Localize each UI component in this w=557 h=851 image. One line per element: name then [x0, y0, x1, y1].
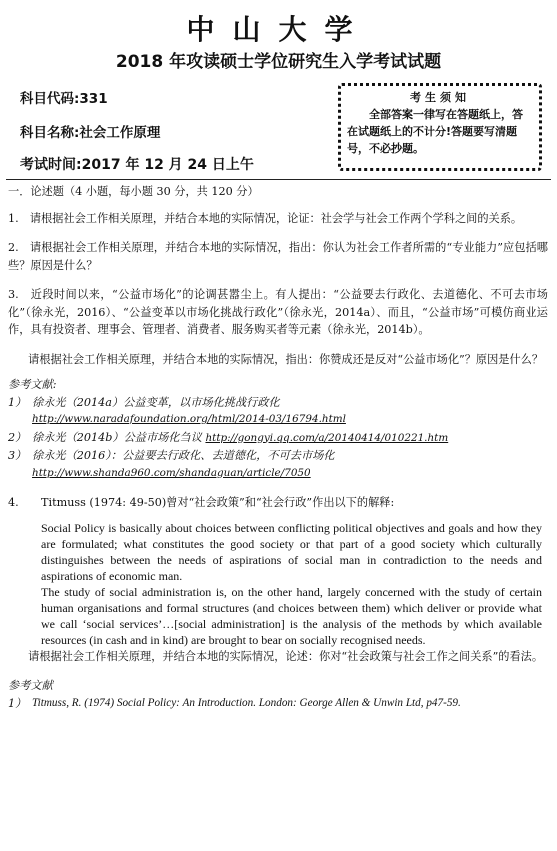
- candidate-notice-box: [338, 83, 542, 171]
- reference-link[interactable]: http://www.naradafoundation.org/html/2014-03/16794.html: [32, 413, 346, 425]
- subject-code-line: [20, 87, 108, 107]
- header-divider: [6, 179, 551, 180]
- question-3-prompt: 请根据社会工作相关原理，并结合本地的实际情况，指出：你赞成还是反对“公益市场化”？原因是什么？: [28, 352, 544, 366]
- reference-link[interactable]: http://www.shanda960.com/shandaguan/article/7050: [32, 466, 311, 479]
- question-2: 2. 请根据社会工作相关原理，并结合本地的实际情况，指出：你认为社会工作者所需的“专业能力”应包括哪些？原因是什么？: [8, 241, 548, 272]
- notice-title: 考生须知: [410, 91, 470, 104]
- reference-item: [8, 695, 548, 713]
- references-heading: 参考文献: [8, 679, 53, 692]
- reference-text: 徐永光（2014a）公益变革，以市场化挑战行政化: [32, 395, 280, 409]
- reference-text: Titmuss, R. (1974) Social Policy: An Introduction. London: George Allen & Unwin Ltd, p47-59.: [32, 696, 461, 709]
- exam-time: 2017 年 12 月 24 日上午: [81, 157, 254, 173]
- reference-number: 2）: [8, 430, 27, 444]
- reference-text: 徐永光（2014b）公益市场化刍议: [32, 430, 206, 444]
- quote-social-policy: Social Policy is basically about choices between conflicting political objectives and goals and how they are formulated; what constitutes the good society or that part of a good society which culturally distinguishes between the needs of aspirations of social man in contradiction to the needs and aspirations of economic man.: [41, 520, 542, 583]
- question-4-prompt: 请根据社会工作相关原理，并结合本地的实际情况，论述：你对“社会政策与社会工作之间关系”的看法。: [28, 649, 544, 663]
- reference-item: [8, 394, 548, 429]
- question-1: 1. 请根据社会工作相关原理，并结合本地的实际情况，论证：社会学与社会工作两个学科之间的关系。: [8, 211, 523, 225]
- quote-social-administration: The study of social administration is, on the other hand, largely concerned with the study of certain human organisations and formal structures (and choices between them) which deliver or provide what we call ‘social services’…[social administration] is the analysis of the methods by which available resources (in cash and in kind) are brought to bear on socially recognised needs.: [41, 584, 542, 647]
- section-heading: 一．论述题（4 小题，每小题 30 分，共 120 分）: [8, 185, 259, 198]
- notice-body: 全部答案一律写在答题纸上，答在试题纸上的不计分!答题要写清题号，不必抄题。: [347, 108, 523, 155]
- subject-name-line: [20, 121, 160, 141]
- university-name: 中山大学: [186, 13, 371, 46]
- exam-content: [8, 183, 548, 712]
- question-3: 3. 近段时间以来，“公益市场化”的论调甚嚣尘上。有人提出：“公益要去行政化、去道德化、不可去市场化”（徐永光，2016）、“公益变革以市场化挑战行政化”（徐永光，2014a）、而且，“公益市场”可模仿商业运作，具有投资者、理事会、管理者、消费者、服务购买者等元素（徐永光，2014b）。: [8, 288, 548, 336]
- exam-time-label: 考试时间:: [20, 157, 82, 173]
- reference-number: 1）: [8, 696, 27, 710]
- reference-item: [8, 429, 548, 448]
- exam-time-line: [20, 154, 254, 174]
- subject-code-label: 科目代码:: [20, 91, 80, 107]
- reference-number: 1）: [8, 395, 27, 409]
- subject-name-label: 科目名称:: [20, 125, 80, 141]
- reference-item: [8, 447, 548, 482]
- reference-text: 徐永光（2016）：公益要去行政化、去道德化，不可去市场化: [32, 449, 335, 462]
- question-4-intro: 4. Titmuss (1974: 49-50)曾对“社会政策”和“社会行政”作出以下的解释:: [8, 496, 395, 509]
- subject-code: 331: [79, 91, 108, 107]
- exam-title: 2018 年攻读硕士学位研究生入学考试试题: [115, 52, 442, 72]
- subject-name: 社会工作原理: [79, 125, 161, 141]
- reference-link[interactable]: http://gongyi.qq.com/a/20140414/010221.htm: [205, 431, 449, 444]
- references-heading: 参考文献:: [8, 378, 57, 391]
- reference-number: 3）: [8, 449, 27, 462]
